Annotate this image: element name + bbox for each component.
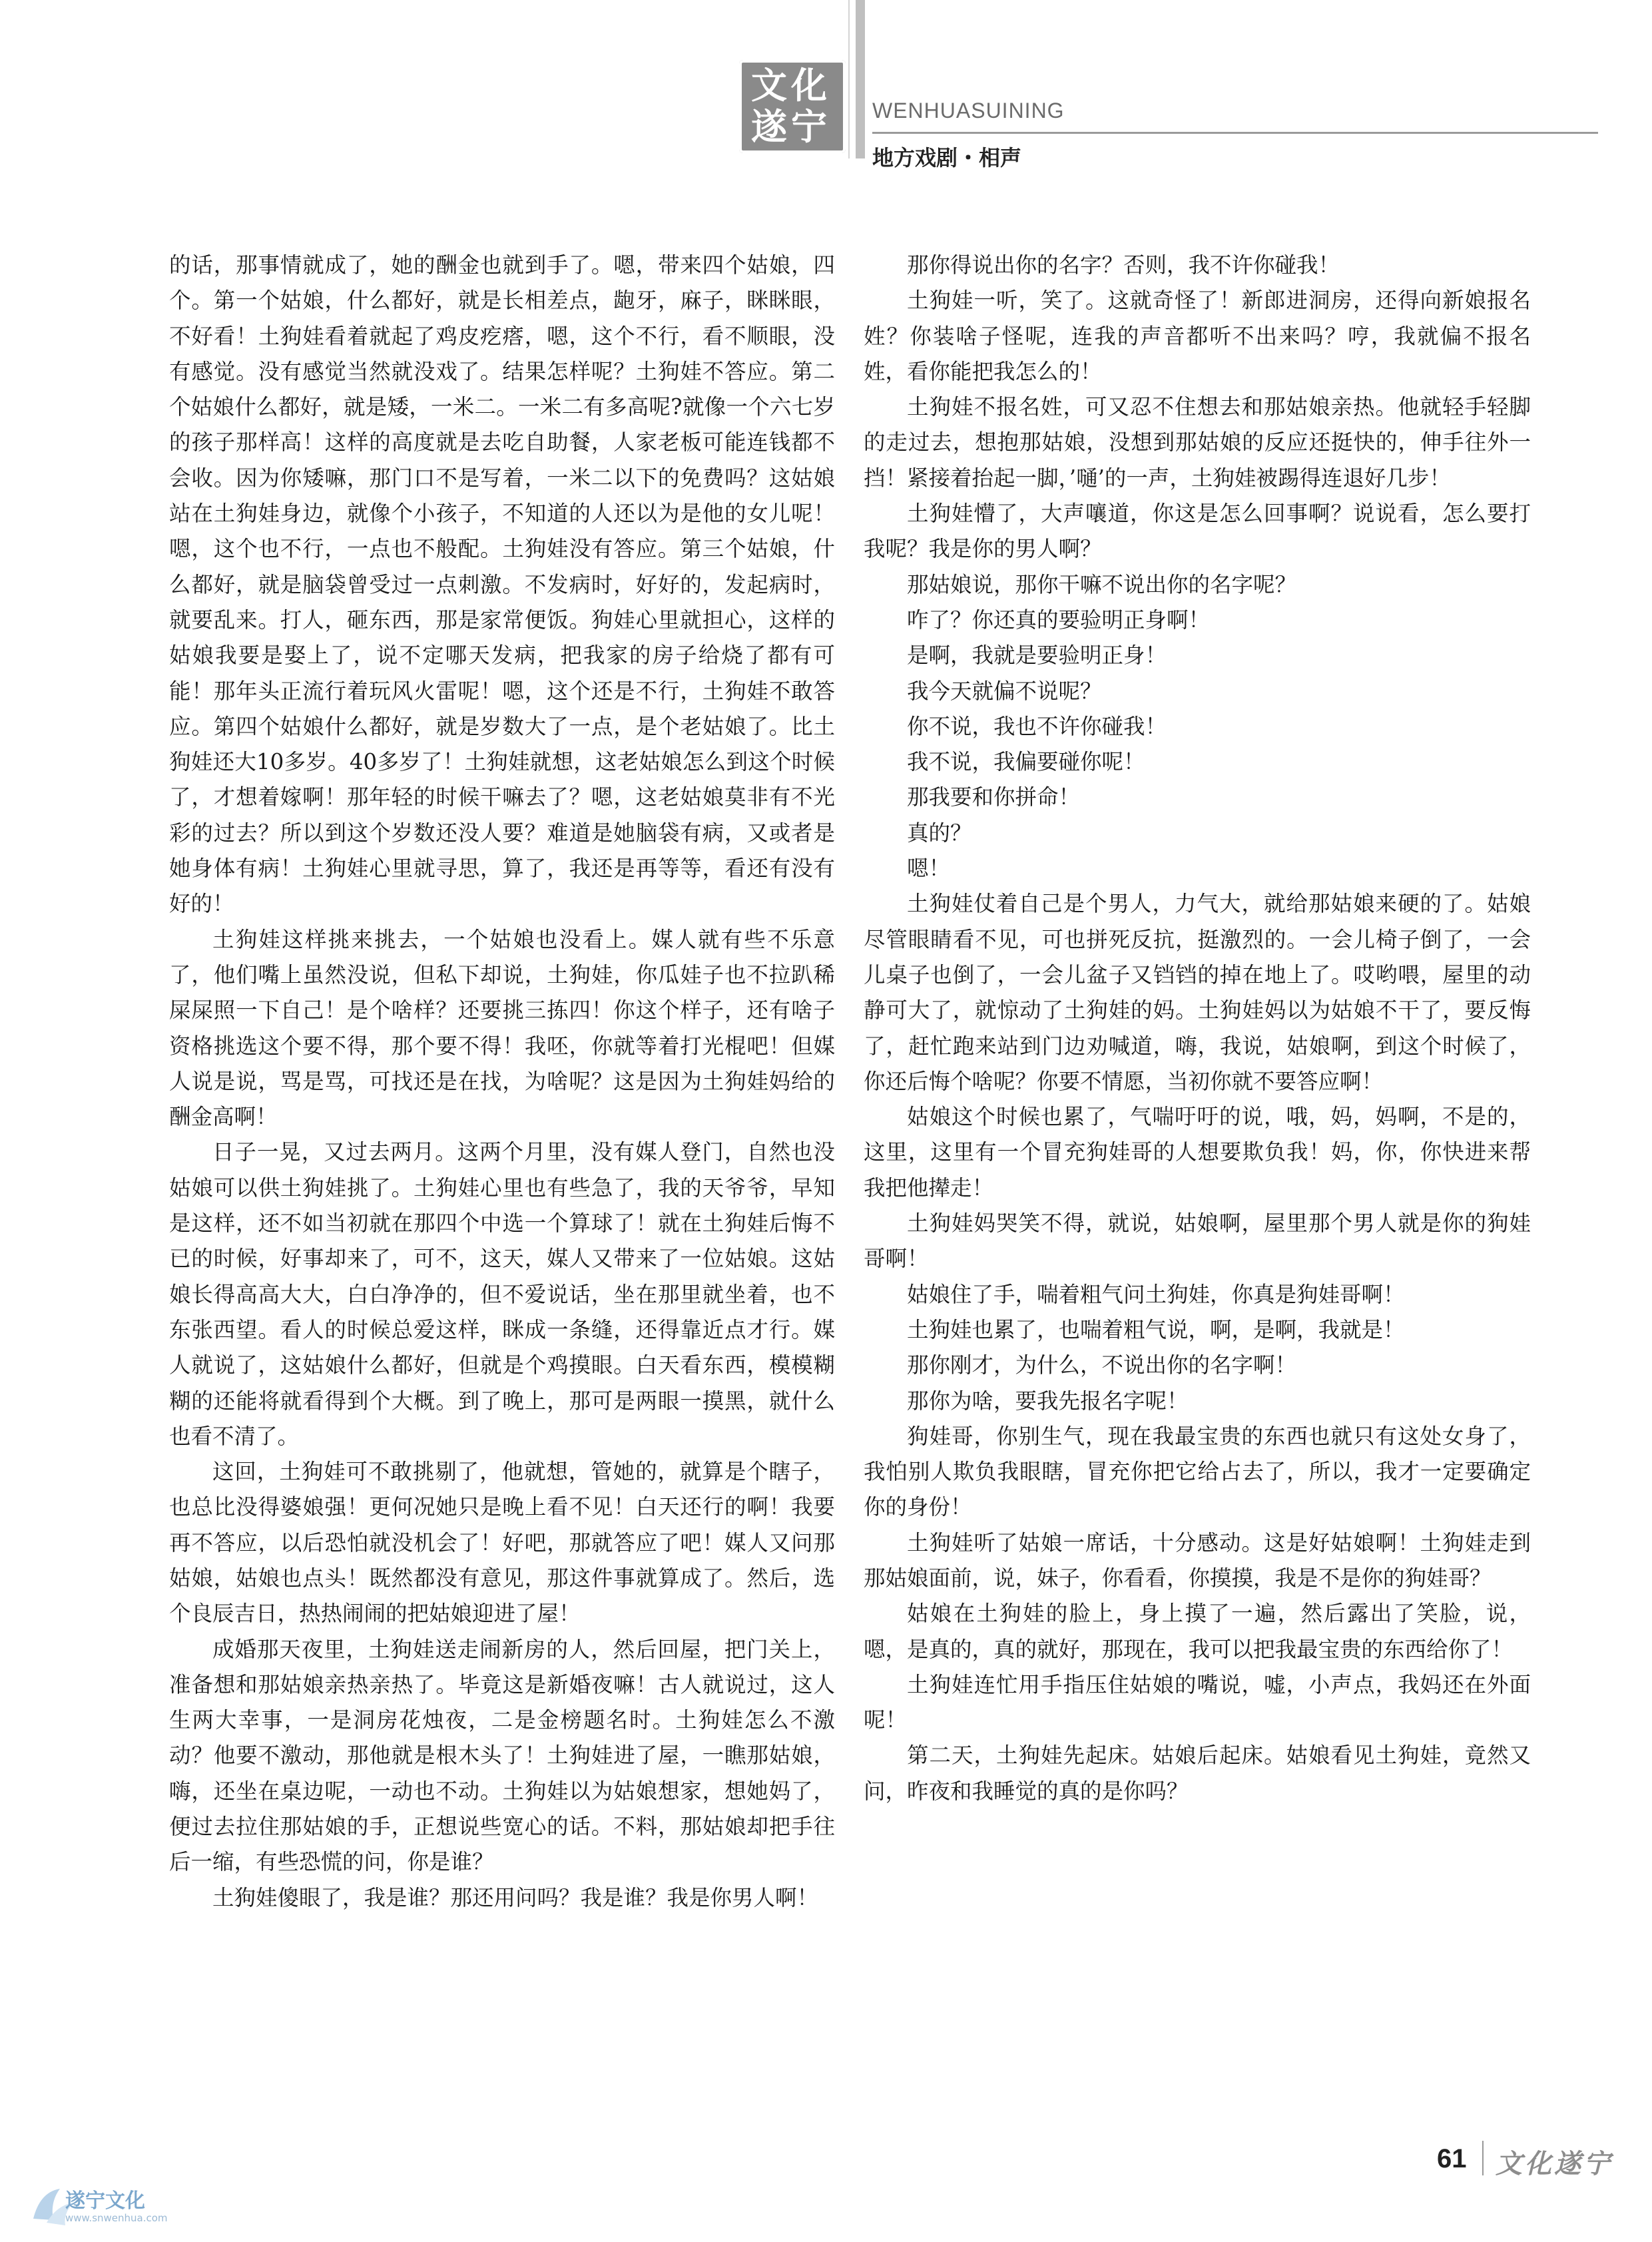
paragraph: 嗯！ <box>907 856 951 882</box>
section-title: 地方戏剧・相声 <box>872 145 1022 170</box>
paragraph: 土狗娃懵了，大声嚷道，你这是怎么回事啊？说说看，怎么要打我呢？我是你的男人啊？ <box>864 501 1531 562</box>
paragraph: 土狗娃也累了，也喘着粗气说，啊，是啊，我就是！ <box>907 1316 1405 1342</box>
paragraph: 土狗娃连忙用手指压住姑娘的嘴说，嘘，小声点，我妈还在外面呢！ <box>864 1671 1531 1733</box>
header-rule-thick <box>856 0 865 158</box>
paragraph: 土狗娃妈哭笑不得，就说，姑娘啊，屋里那个男人就是你的狗娃哥啊！ <box>864 1211 1531 1272</box>
paragraph: 土狗娃听了姑娘一席话，十分感动。这是好姑娘啊！土狗娃走到那姑娘面前，说，妹子，你看看，你摸摸，我是不是你的狗娃哥？ <box>864 1530 1531 1591</box>
footer-divider <box>1482 2141 1484 2175</box>
watermark-title: 遂宁文化 <box>65 2189 145 2213</box>
paragraph: 日子一晃，又过去两月。这两个月里，没有媒人登门，自然也没姑娘可以供土狗娃挑了。土狗娃心里也有些急了，我的天爷爷，早知是这样，还不如当初就在那四个中选一个算球了！就在土狗娃后悔不已的时候，好事却来了，可不，这天，媒人又带来了一位姑娘。这姑娘长得高高大大，白白净净的，但不爱说话，坐在那里就坐着，也不东张西望。看人的时候总爱这样，眯成一条缝，还得靠近点才行。媒人就说了，这姑娘什么都好，但就是个鸡摸眼。白天看东西，模模糊糊的还能将就看得到个大概。到了晚上，那可是两眼一摸黑，就什么也看不清了。 <box>169 1139 835 1449</box>
header-rule-thin <box>848 0 850 158</box>
paragraph: 你不说，我也不许你碰我！ <box>907 713 1167 739</box>
paragraph: 土狗娃傻眼了，我是谁？那还用问吗？我是谁？我是你男人啊！ <box>212 1884 819 1910</box>
paragraph: 狗娃哥，你别生气，现在我最宝贵的东西也就只有这处女身了，我怕别人欺负我眼瞎，冒充你把它给占去了，所以，我才一定要确定你的身份！ <box>864 1423 1531 1520</box>
paragraph: 姑娘在土狗娃的脸上，身上摸了一遍，然后露出了笑脸，说，嗯，是真的，真的就好，那现在，我可以把我最宝贵的东西给你了！ <box>864 1601 1531 1662</box>
page-number: 61 <box>1437 2144 1467 2173</box>
paragraph: 咋了？你还真的要验明正身啊！ <box>907 607 1211 633</box>
paragraph: 是啊，我就是要验明正身！ <box>907 643 1167 669</box>
left-text-column <box>169 248 835 1916</box>
paragraph: 土狗娃不报名姓，可又忍不住想去和那姑娘亲热。他就轻手轻脚的走过去，想抱那姑娘，没想到那姑娘的反应还挺快的，伸手往外一挡！紧接着抬起一脚，’嗵’的一声，土狗娃被踢得连退好几步！ <box>864 394 1531 491</box>
paragraph: 的话，那事情就成了，她的酬金也就到手了。嗯，带来四个姑娘，四个。第一个姑娘，什么都好，就是长相差点，龅牙，麻子，眯眯眼，不好看！土狗娃看着就起了鸡皮疙瘩，嗯，这个不行，看不顺眼，没有感觉。没有感觉当然就没戏了。结果怎样呢？土狗娃不答应。第二个姑娘什么都好，就是矮，一米二。一米二有多高呢?就像一个六七岁的孩子那样高！这样的高度就是去吃自助餐，人家老板可能连钱都不会收。因为你矮嘛，那门口不是写着，一米二以下的免费吗？这姑娘站在土狗娃身边，就像个小孩子，不知道的人还以为是他的女儿呢！嗯，这个也不行，一点也不般配。土狗娃没有答应。第三个姑娘，什么都好，就是脑袋曾受过一点刺激。不发病时，好好的，发起病时，就要乱来。打人，砸东西，那是家常便饭。狗娃心里就担心，这样的姑娘我要是娶上了，说不定哪天发病，把我家的房子给烧了都有可能！那年头正流行着玩风火雷呢！嗯，这个还是不行，土狗娃不敢答应。第四个姑娘什么都好，就是岁数大了一点，是个老姑娘了。比土狗娃还大10多岁。40多岁了！土狗娃就想，这老姑娘怎么到这个时候了，才想着嫁啊！那年轻的时候干嘛去了？嗯，这老姑娘莫非有不光彩的过去？所以到这个岁数还没人要？难道是她脑袋有病，又或者是她身体有病！土狗娃心里就寻思，算了，我还是再等等，看还有没有好的！ <box>169 252 835 917</box>
magazine-logo-seal <box>739 60 846 153</box>
paragraph: 那你得说出你的名字？否则，我不许你碰我！ <box>907 252 1340 278</box>
paragraph: 那我要和你拼命！ <box>907 784 1081 810</box>
paragraph: 土狗娃仗着自己是个男人，力气大，就给那姑娘来硬的了。姑娘尽管眼睛看不见，可也拼死反抗，挺激烈的。一会儿椅子倒了，一会儿桌子也倒了，一会儿盆子又铛铛的掉在地上了。哎哟喂，屋里的动静可大了，就惊动了土狗娃的妈。土狗娃妈以为姑娘不干了，要反悔了，赶忙跑来站到门边劝喊道，嗨，我说，姑娘啊，到这个时候了，你还后悔个啥呢？你要不情愿，当初你就不要答应啊！ <box>864 891 1531 1094</box>
paragraph: 成婚那天夜里，土狗娃送走闹新房的人，然后回屋，把门关上，准备想和那姑娘亲热亲热了。毕竟这是新婚夜嘛！古人就说过，这人生两大幸事，一是洞房花烛夜，二是金榜题名时。土狗娃怎么不激动？他要不激动，那他就是根木头了！土狗娃进了屋，一瞧那姑娘，嗨，还坐在桌边呢，一动也不动。土狗娃以为姑娘想家，想她妈了，便过去拉住那姑娘的手，正想说些宽心的话。不料，那姑娘却把手往后一缩，有些恐慌的问，你是谁？ <box>169 1636 835 1875</box>
paragraph: 这回，土狗娃可不敢挑剔了，他就想，管她的，就算是个瞎子，也总比没得婆娘强！更何况她只是晚上看不见！白天还行的啊！我要再不答应，以后恐怕就没机会了！好吧，那就答应了吧！媒人又问那姑娘，姑娘也点头！既然都没有意见，那这件事就算成了。然后，选个良辰吉日，热热闹闹的把姑娘迎进了屋！ <box>169 1459 835 1627</box>
footer-brand: 文化遂宁 <box>1496 2148 1613 2179</box>
paragraph: 姑娘住了手，喘着粗气问土狗娃，你真是狗娃哥啊！ <box>907 1281 1405 1307</box>
seal-line-1: 文化 <box>751 64 831 107</box>
paragraph: 土狗娃这样挑来挑去，一个姑娘也没看上。媒人就有些不乐意了，他们嘴上虽然没说，但私下却说，土狗娃，你瓜娃子也不拉趴稀屎屎照一下自己！是个啥样？还要挑三拣四！你这个样子，还有啥子资格挑选这个要不得，那个要不得！我呸，你就等着打光棍吧！但媒人说是说，骂是骂，可找还是在找，为啥呢？这是因为土狗娃妈给的酬金高啊！ <box>169 926 835 1130</box>
magazine-name: WENHUASUINING <box>872 99 1065 123</box>
paragraph: 第二天，土狗娃先起床。姑娘后起床。姑娘看见土狗娃，竟然又问，昨夜和我睡觉的真的是你吗？ <box>864 1743 1531 1804</box>
paragraph: 土狗娃一听，笑了。这就奇怪了！新郎进洞房，还得向新娘报名姓？你装啥子怪呢，连我的声音都听不出来吗？哼，我就偏不报名姓，看你能把我怎么的！ <box>864 288 1531 384</box>
paragraph: 我不说，我偏要碰你呢！ <box>907 749 1145 775</box>
seal-line-2: 遂宁 <box>751 105 831 148</box>
paragraph: 那姑娘说，那你干嘛不说出你的名字呢？ <box>907 571 1297 597</box>
header-divider <box>872 132 1598 134</box>
right-text-column <box>864 248 1531 1809</box>
paragraph: 真的？ <box>907 820 972 846</box>
paragraph: 那你为啥，要我先报名字呢！ <box>907 1388 1189 1414</box>
paragraph: 我今天就偏不说呢？ <box>907 678 1102 704</box>
paragraph: 那你刚才，为什么，不说出你的名字啊！ <box>907 1352 1297 1378</box>
watermark-url: www.snwenhua.com <box>65 2212 168 2224</box>
paragraph: 姑娘这个时候也累了，气喘吁吁的说，哦，妈，妈啊，不是的，这里，这里有一个冒充狗娃哥的人想要欺负我！妈，你，你快进来帮我把他撵走！ <box>864 1104 1531 1201</box>
